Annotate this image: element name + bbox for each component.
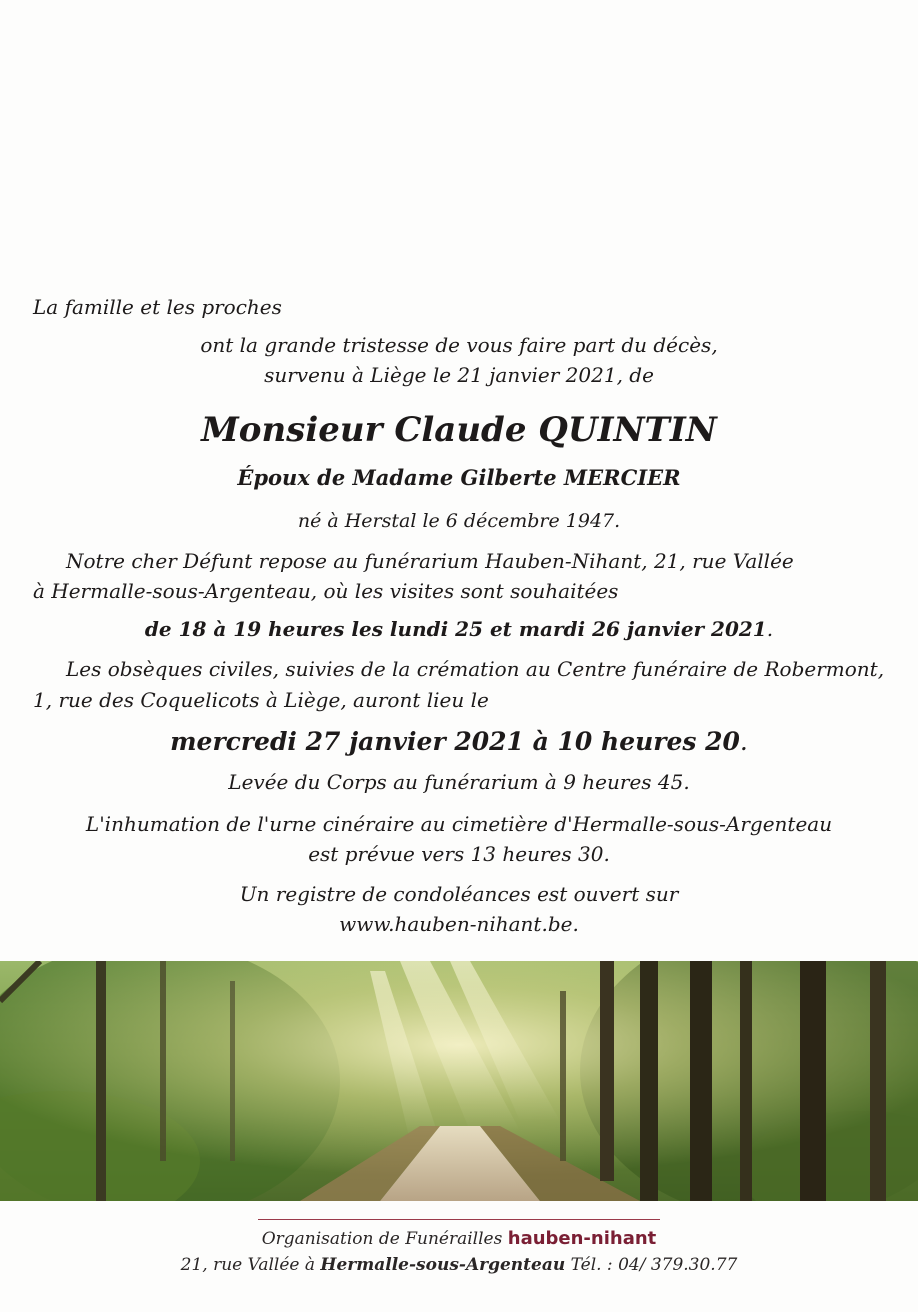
levee-line: Levée du Corps au funérarium à 9 heures 45.: [228, 770, 690, 794]
footer-address-prefix: 21, rue Vallée à: [180, 1255, 316, 1275]
forest-path-photo: [0, 961, 918, 1201]
funeral-line-2: 1, rue des Coquelicots à Liège, auront lieu le: [33, 688, 489, 712]
spouse-line: Époux de Madame Gilberte MERCIER: [237, 465, 681, 490]
intro-sadness: ont la grande tristesse de vous faire part du décès,: [200, 333, 718, 357]
registry-url: www.hauben-nihant.be.: [339, 912, 579, 936]
brand-logo: hauben-nihant: [507, 1228, 657, 1249]
footer-phone: Tél. : 04/ 379.30.77: [570, 1255, 738, 1275]
intro-death: survenu à Liège le 21 janvier 2021, de: [264, 363, 654, 387]
intro-family: La famille et les proches: [33, 295, 282, 319]
rest-line-1: Notre cher Défunt repose au funérarium Hauben-Nihant, 21, rue Vallée: [66, 549, 794, 573]
deceased-name: Monsieur Claude QUINTIN: [201, 410, 717, 450]
footer-address-town: Hermalle-sous-Argenteau: [320, 1255, 566, 1275]
registry-line: Un registre de condoléances est ouvert sur: [239, 882, 679, 906]
visit-times: de 18 à 19 heures les lundi 25 et mardi 26 janvier 2021: [144, 617, 767, 641]
funeral-date-line: [0, 727, 918, 757]
footer-org-line: [0, 1229, 918, 1249]
visit-times-period: .: [766, 617, 774, 641]
rest-line-2: à Hermalle-sous-Argenteau, où les visites sont souhaitées: [33, 579, 619, 603]
funeral-line-1: Les obsèques civiles, suivies de la crémation au Centre funéraire de Robermont,: [66, 657, 885, 681]
footer-address-line: [0, 1255, 918, 1275]
inhumation-line-1: L'inhumation de l'urne cinéraire au cimetière d'Hermalle-sous-Argenteau: [85, 812, 833, 836]
inhumation-line-2: est prévue vers 13 heures 30.: [308, 842, 610, 866]
visit-times-line: [0, 617, 918, 641]
footer-org-prefix: Organisation de Funérailles: [261, 1229, 503, 1249]
funeral-date-period: .: [739, 727, 748, 756]
birth-line: né à Herstal le 6 décembre 1947.: [297, 510, 621, 532]
funeral-date: mercredi 27 janvier 2021 à 10 heures 20: [170, 727, 740, 756]
footer-divider: [258, 1219, 660, 1220]
